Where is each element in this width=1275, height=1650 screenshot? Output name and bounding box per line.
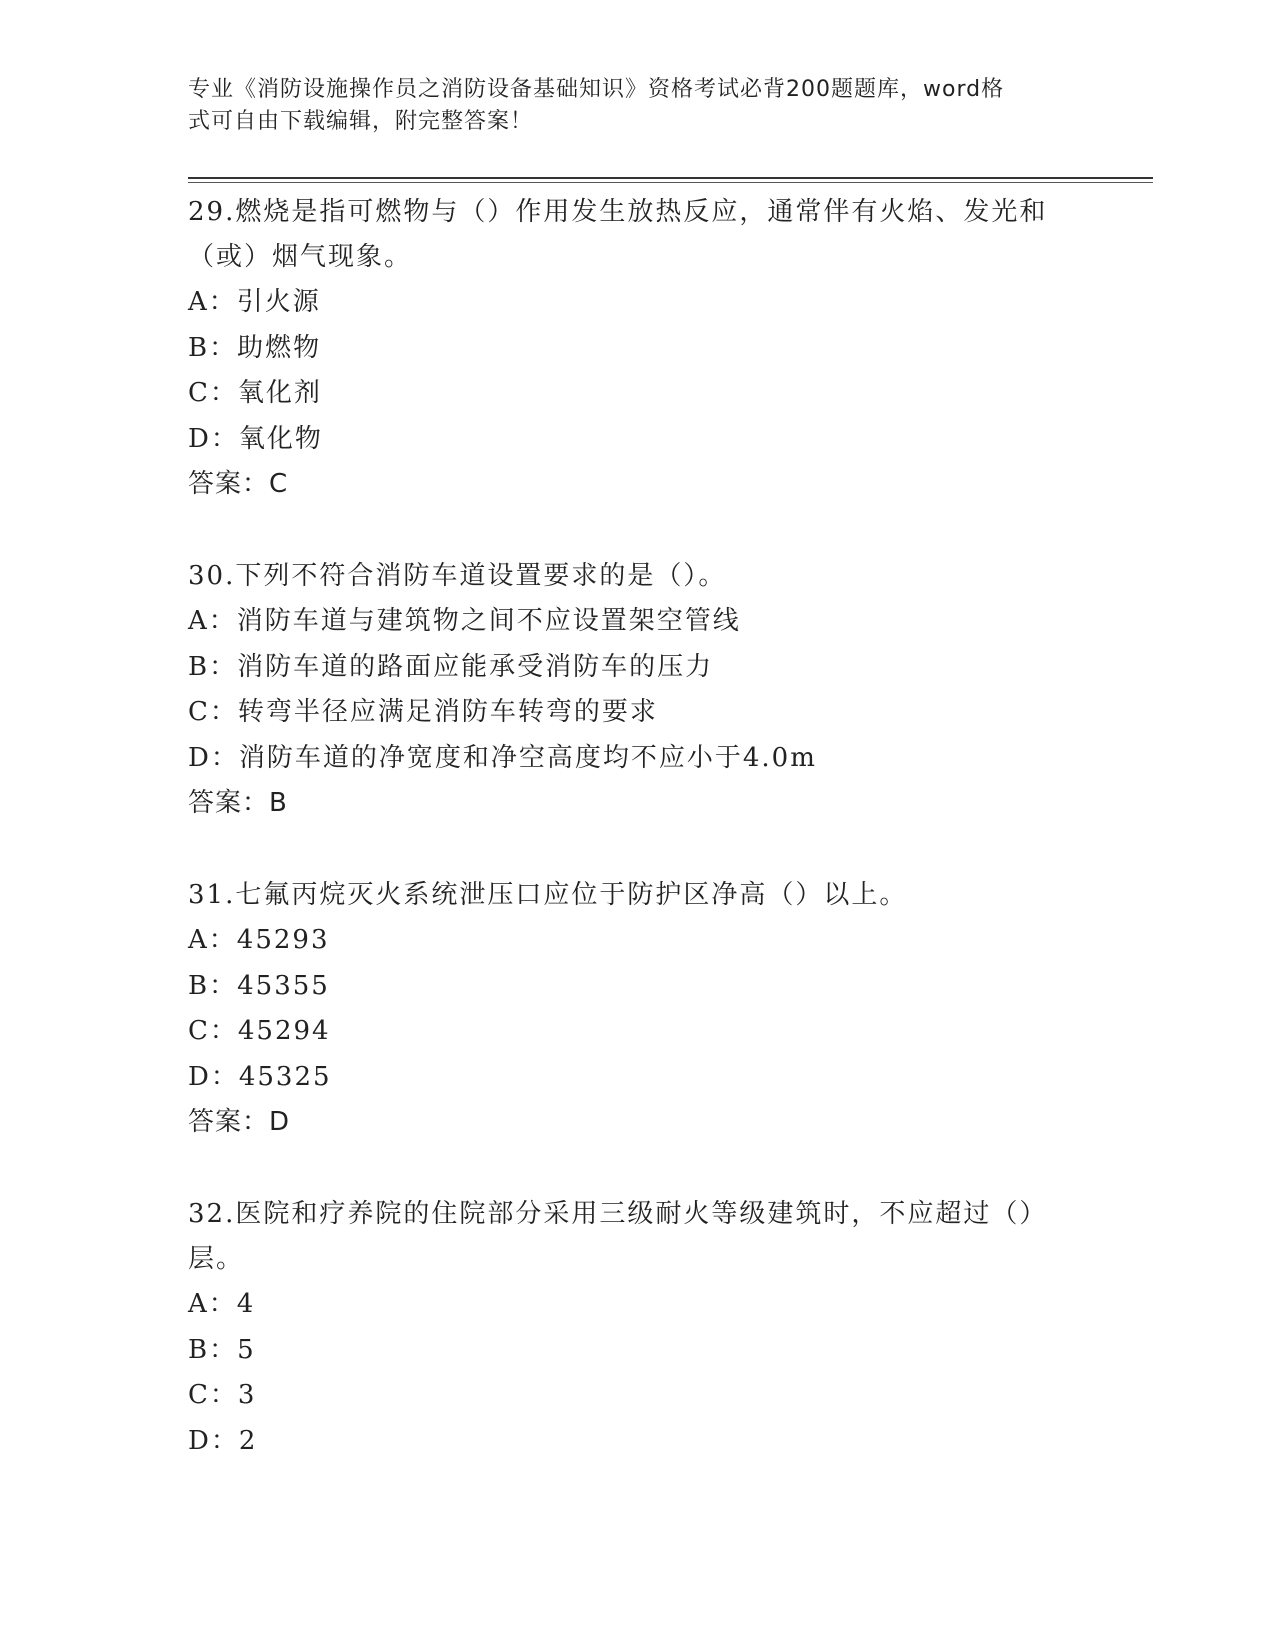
question-spacer (188, 507, 1088, 554)
option-c: C：氧化剂 (188, 378, 322, 408)
question-spacer (188, 826, 1088, 873)
option-b: B：5 (188, 1334, 256, 1365)
header-line-1: 专业《消防设施操作员之消防设备基础知识》资格考试必背200题题库，word格 (188, 77, 1005, 102)
option-a: A：4 (188, 1289, 256, 1319)
question-stem: 30.下列不符合消防车道设置要求的是（）。 (188, 561, 727, 591)
question-stem: 29.燃烧是指可燃物与（）作用发生放热反应，通常伴有火焰、发光和（或）烟气现象。 (188, 197, 1048, 272)
option-a: A：消防车道与建筑物之间不应设置架空管线 (188, 606, 741, 636)
option-c: C：45294 (188, 1016, 331, 1046)
question-31 (188, 873, 1088, 1145)
option-c: C：3 (188, 1380, 257, 1410)
option-a: A：45293 (188, 925, 330, 955)
header-divider (188, 177, 1153, 179)
question-29 (188, 190, 1088, 507)
question-stem: 32.医院和疗养院的住院部分采用三级耐火等级建筑时，不应超过（）层。 (188, 1199, 1048, 1274)
option-c: C：转弯半径应满足消防车转弯的要求 (188, 697, 658, 727)
option-d: D：氧化物 (188, 423, 323, 454)
option-d: D：45325 (188, 1061, 332, 1092)
question-spacer (188, 1145, 1088, 1192)
answer: 答案：C (188, 469, 289, 499)
answer: 答案：B (188, 788, 288, 818)
option-d: D：2 (188, 1425, 258, 1456)
question-30 (188, 554, 1088, 826)
option-d: D：消防车道的净宽度和净空高度均不应小于4.0m (188, 742, 817, 773)
option-b: B：消防车道的路面应能承受消防车的压力 (188, 651, 714, 682)
document-header (188, 74, 1068, 138)
question-32 (188, 1192, 1088, 1464)
question-list (188, 190, 1088, 1464)
header-line-2: 式可自由下载编辑，附完整答案！ (188, 109, 534, 134)
option-a: A：引火源 (188, 287, 321, 317)
header-divider-thin (188, 182, 1153, 183)
option-b: B：助燃物 (188, 332, 322, 363)
option-b: B：45355 (188, 970, 330, 1001)
question-stem: 31.七氟丙烷灭火系统泄压口应位于防护区净高（）以上。 (188, 880, 908, 910)
answer: 答案：D (188, 1107, 291, 1137)
